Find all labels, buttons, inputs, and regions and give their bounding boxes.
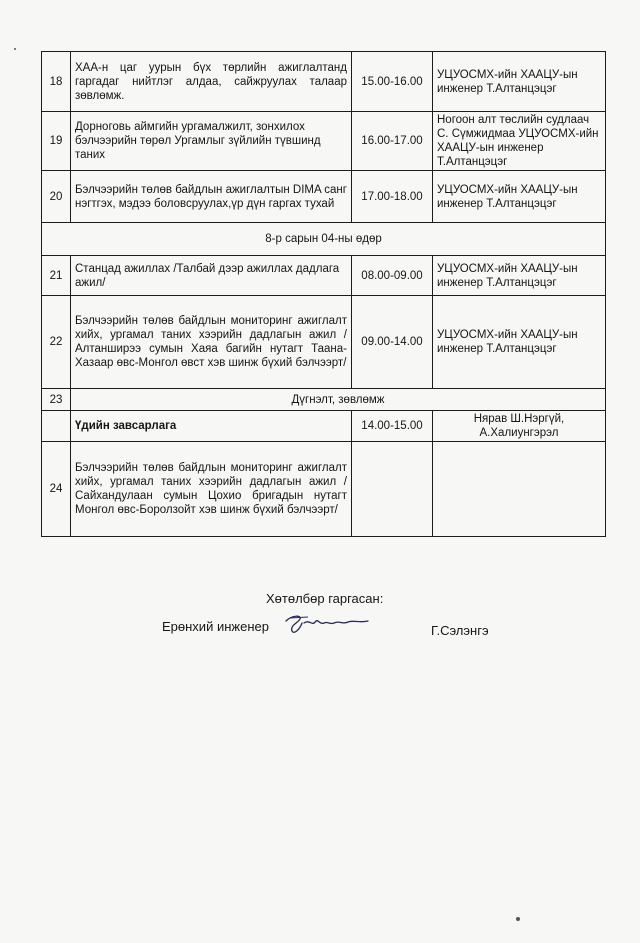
signature-title: Хөтөлбөр гаргасан: bbox=[266, 591, 384, 606]
row-responsible: Ногоон алт төслийн судлаач С. Сүмжидмаа УЦУОСМХ-ийн ХААЦУ-ын инженер Т.Алтанцэцэг bbox=[433, 112, 606, 171]
row-topic: ХАА-н цаг уурын бүх төрлийн ажиглалтанд гаргадаг нийтлэг алдаа, сайжруулах талаар зөвлөмж. bbox=[71, 52, 352, 112]
row-number bbox=[42, 411, 71, 442]
row-time: 08.00-09.00 bbox=[352, 256, 433, 296]
handwritten-signature bbox=[282, 611, 374, 637]
row-time: 17.00-18.00 bbox=[352, 171, 433, 223]
table-row bbox=[42, 256, 606, 296]
table-row bbox=[42, 112, 606, 171]
row-topic: Бэлчээрийн төлөв байдлын ажиглалтын DIMA санг нэгтгэх, мэдээ боловсруулах,үр дүн гаргах тухай bbox=[71, 171, 352, 223]
table-row bbox=[42, 411, 606, 442]
row-responsible: УЦУОСМХ-ийн ХААЦУ-ын инженер Т.Алтанцэцэг bbox=[433, 256, 606, 296]
table-row bbox=[42, 389, 606, 411]
row-topic: Дорноговь аймгийн ургамалжилт, зонхилох бэлчээрийн төрөл Ургамлыг зүйлийн түвшинд таних bbox=[71, 112, 352, 171]
row-responsible: УЦУОСМХ-ийн ХААЦУ-ын инженер Т.Алтанцэцэг bbox=[433, 171, 606, 223]
row-span-text: Дүгнэлт, зөвлөмж bbox=[71, 389, 606, 411]
row-number: 21 bbox=[42, 256, 71, 296]
row-topic: Бэлчээрийн төлөв байдлын мониторинг ажиглалт хийх, ургамал таних хээрийн дадлагын ажил /Алтанширээ сумын Хаяа багийн нутагт Таана-Хазаар өвс-Монгол өвст хэв шинж бүхий бэлчээрт/ bbox=[71, 296, 352, 389]
scan-speck bbox=[516, 917, 520, 921]
row-number: 19 bbox=[42, 112, 71, 171]
row-number: 22 bbox=[42, 296, 71, 389]
table-row bbox=[42, 171, 606, 223]
row-time: 09.00-14.00 bbox=[352, 296, 433, 389]
schedule-table bbox=[41, 51, 606, 537]
row-time: 15.00-16.00 bbox=[352, 52, 433, 112]
row-responsible: Нярав Ш.Нэргүй, А.Халиунгэрэл bbox=[433, 411, 606, 442]
table-row bbox=[42, 296, 606, 389]
row-topic: Станцад ажиллах /Талбай дээр ажиллах дадлага ажил/ bbox=[71, 256, 352, 296]
day-header: 8-р сарын 04-ны өдөр bbox=[42, 223, 606, 256]
row-topic: Үдийн завсарлага bbox=[71, 411, 352, 442]
scan-speck bbox=[14, 48, 16, 50]
row-responsible: УЦУОСМХ-ийн ХААЦУ-ын инженер Т.Алтанцэцэг bbox=[433, 296, 606, 389]
row-time: 14.00-15.00 bbox=[352, 411, 433, 442]
table-row bbox=[42, 52, 606, 112]
row-topic: Бэлчээрийн төлөв байдлын мониторинг ажиглалт хийх, ургамал таних хээрийн дадлагын ажил /Сайхандулаан сумын Цохио бригадын нутагт Монгол өвс-Боролзойт хэв шинж бүхий бэлчээрт/ bbox=[71, 442, 352, 537]
row-number: 18 bbox=[42, 52, 71, 112]
row-number: 23 bbox=[42, 389, 71, 411]
table-row bbox=[42, 442, 606, 537]
row-number: 20 bbox=[42, 171, 71, 223]
row-responsible bbox=[433, 442, 606, 537]
row-number: 24 bbox=[42, 442, 71, 537]
row-time: 16.00-17.00 bbox=[352, 112, 433, 171]
signature-name: Г.Сэлэнгэ bbox=[431, 623, 489, 638]
signature-role: Ерөнхий инженер bbox=[162, 619, 269, 634]
row-time bbox=[352, 442, 433, 537]
day-header-row bbox=[42, 223, 606, 256]
row-responsible: УЦУОСМХ-ийн ХААЦУ-ын инженер Т.Алтанцэцэг bbox=[433, 52, 606, 112]
